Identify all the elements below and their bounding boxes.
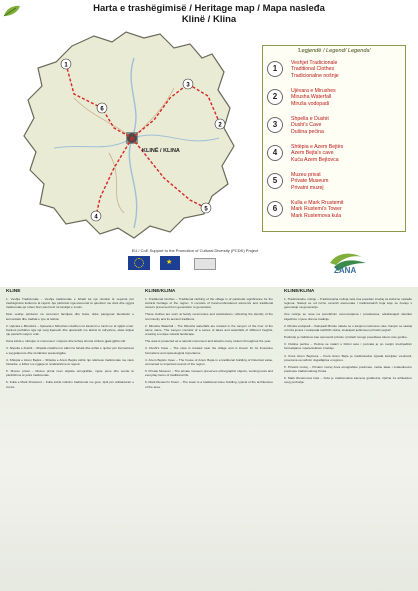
- legend-number: 2: [267, 89, 283, 105]
- zana-label: ZANA: [334, 266, 357, 275]
- paragraph: 6. Mark Rustemi's Tower – The tower is a traditional stone building, typical of the architecture of the area.: [145, 380, 273, 389]
- paragraph: 2. Mirusha Waterfall – The Mirusha waterfalls are located in the canyon of the river of the same name. The canyon consists of a series of lakes and waterfalls of different heights, creating a unique natural landscape.: [145, 323, 273, 337]
- svg-text:5: 5: [204, 206, 208, 213]
- paragraph: 2. Miruša vodopadi – Vodopadi Miruše nalaze se u kanjonu istoimene reke. Kanjon se sastoji od niza jezera i vodopada različitih visina, stvarajući jedinstven prirodni pejzaž.: [284, 323, 412, 332]
- title-line-1: Harta e trashëgimisë / Heritage map / Mapa nasleđa: [93, 3, 325, 14]
- svg-text:2: 2: [218, 122, 222, 129]
- legend-label: Veshjet Tradicionale Traditional Clothes Tradicionalne nošnje: [291, 60, 339, 79]
- paragraph: 6. Kulla e Mark Rrustemit – Kulla është ndërtim tradicional me gurë, tipik për arkitekturën e zonës.: [6, 380, 134, 389]
- municipality-map: [14, 28, 246, 240]
- paragraph: 2. Ujëvara e Mirushës – Ujëvarat e Mirushës ndodhen në kanionin e lumit me të njëjtin emër. Kanioni përbëhet nga një varg liqenesh dhe ujëvarash me lartësi të ndryshme, duke krijuar një peizazh natyror unik.: [6, 323, 134, 337]
- paragraph: 5. Privatni muzej – Privatni muzej čuva etnografske predmete, radne alate i svakodnevne predmete tradicionalnog života.: [284, 364, 412, 374]
- ministry-logo-icon: [194, 258, 216, 270]
- column-serbian: [284, 289, 412, 589]
- paragraph: 3. Shpella e Dushit – Shpella ndodhet në afërsi të fshatit dhe është e njohur për formacionet e saj gëlqerore dhe rëndësinë speleologjike.: [6, 346, 134, 355]
- page-title: [0, 3, 418, 25]
- legend-item-2: [267, 88, 403, 108]
- paragraph: 3. Dušina pećina – Pećina se nalazi u blizini sela i poznata je po svojim krečnjačkim formacijama i speleološkom značaju.: [284, 342, 412, 351]
- map-marker-6: [97, 103, 107, 113]
- paragraph: 5. Muzeu privat – Muzeu privat ruan objekte etnografike, mjete pune dhe sende të përditshme të jetës tradicionale.: [6, 369, 134, 378]
- column-title: KLINË: [6, 289, 21, 294]
- paragraph: 4. Shtëpia e Azem Bejtës – Shtëpia e Azem Bejtës është një ndërtesë tradicionale me vlerë historike, e lidhur me ngjarje të rëndësishme të rajonit.: [6, 357, 134, 366]
- svg-text:4: 4: [94, 214, 98, 221]
- svg-text:1: 1: [64, 62, 68, 69]
- paragraph: These clothes are worn at family ceremonies and celebrations, reflecting the identity of the community and its ancient traditions.: [145, 312, 273, 321]
- paragraph: Këto veshje përdoren në ceremoni familjare dhe festa, duke pasqyruar identitetin e komunitetit dhe traditat e tyre të lashta.: [6, 312, 134, 321]
- legend-label: Shpella e Dushit Dushi's Cave Dušina pećina: [291, 116, 329, 135]
- legend-label: Kulla e Mark Rrustemit Mark Rustemi's Tower Mark Rustemova kula: [291, 200, 344, 219]
- legend-item-3: [267, 116, 403, 136]
- paragraph: Područje je zaštićeno kao spomenik prirode i privlači mnogo posetilaca tokom cele godine.: [284, 335, 408, 340]
- legend-number: 4: [267, 145, 283, 161]
- paragraph: 5. Private Museum – The private museum preserves ethnographic objects, working tools and everyday items of traditional life.: [145, 369, 273, 378]
- paragraph: Zona është e mbrojtur si monument i natyrës dhe tërheq shumë vizitorë gjatë gjithë vitit.: [6, 339, 127, 344]
- column-body: [6, 297, 134, 389]
- legend-label: Muzeu privat Private Museum Privatni muzej: [291, 172, 329, 191]
- paragraph: 1. Tradicionalne nošnje – Tradicionalna nošnja sela ima poseban značaj za kulturno nasleđe regiona. Sastoji se od ručno vezenih elemenata i tradicionalnih boja koje se čuvaju s generacije na generaciju.: [284, 297, 412, 310]
- column-body: [284, 297, 412, 385]
- map-marker-4: [91, 211, 101, 221]
- paragraph: 1. Traditional Clothes – Traditional clothing of the village is of particular significance for the cultural heritage of the region. It consists of hand-embroidered elements and traditional colours preserved from generation to generation.: [145, 297, 273, 310]
- paragraph: Ove nošnje se nose na porodičnim ceremonijama i proslavama, odražavajući identitet zajednice i njene drevne tradicije.: [284, 312, 412, 321]
- map-marker-1: [61, 59, 71, 69]
- paragraph: The area is protected as a natural monument and attracts many visitors throughout the year.: [145, 339, 272, 344]
- eu-flag-icon: [128, 256, 150, 270]
- legend-label: Ujëvara e Mirushes Mirusha Waterfall Miruša vodopadi: [291, 88, 336, 107]
- map-marker-3: [183, 79, 193, 89]
- column-english: [145, 289, 273, 589]
- legend-number: 5: [267, 173, 283, 189]
- project-text: EU / CoE Support to the Promotion of Cultural Diversity (PCDK) Project: [131, 248, 259, 253]
- paragraph: 4. Azem Bejta's Cave – The house of Azem Bejta is a traditional building of historical value, connected to important events of the region.: [145, 357, 273, 366]
- paragraph: 4. Kuća Azem Bejtovca – Kuća Azem Bejte je tradicionalna zgrada istorijske vrednosti, povezana sa važnim događajima u regionu.: [284, 353, 412, 362]
- svg-text:6: 6: [100, 106, 104, 113]
- title-line-2: Klinë / Klina: [181, 14, 237, 25]
- legend-item-4: [267, 144, 403, 164]
- legend-number: 6: [267, 201, 283, 217]
- legend-label: Shtëpia e Azem Bejtës Azem Bejta's cave Kuća Azem Bejtovca: [291, 144, 344, 163]
- legend-title: 'Legjendë / Legend/ Legenda': [297, 48, 371, 54]
- city-label: KLINË / KLINA: [142, 148, 180, 154]
- svg-text:3: 3: [186, 82, 190, 89]
- legend-item-5: [267, 172, 403, 192]
- column-title: KLINË/KLINA: [145, 289, 176, 294]
- council-of-europe-logo-icon: ★: [160, 256, 180, 270]
- map-marker-5: [201, 203, 211, 213]
- legend-box: [262, 45, 406, 232]
- description-columns: [0, 287, 418, 591]
- map-marker-2: [215, 119, 225, 129]
- column-albanian: [6, 289, 134, 589]
- paragraph: 3. Dushi's Cave – The cave is located near the village and is known for its limestone formations and speleological importance.: [145, 346, 273, 355]
- paragraph: 6. Mark Rustemova kula – Kula je tradicionalna kamena građevina, tipična za arhitekturu ovog područja.: [284, 376, 412, 385]
- paragraph: 1. Veshja Tradicionale – Veshja tradicionale e fshatit ka një rëndësi të veçantë për trashëgiminë kulturore të rajonit. Ajo përbëhet nga elementë të qëndisur me dorë dhe ngjyra tradicionale që ruhen brez pas brezi në familjet e zonës.: [6, 297, 134, 310]
- legend-item-1: [267, 60, 403, 80]
- legend-item-6: [267, 200, 403, 220]
- column-body: [145, 297, 273, 389]
- legend-number: 1: [267, 61, 283, 77]
- column-title: KLINË/KLINA: [284, 289, 315, 294]
- legend-number: 3: [267, 117, 283, 133]
